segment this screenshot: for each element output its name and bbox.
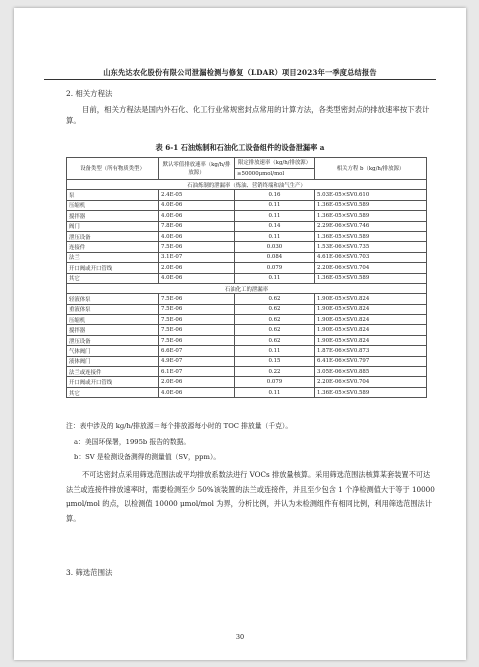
section-heading-2: 2. 相关方程法 xyxy=(66,89,113,98)
cell-default-rate: 2.4E-05 xyxy=(159,190,235,200)
cell-limited-rate: 0.62 xyxy=(235,294,315,304)
cell-default-rate: 2.0E-06 xyxy=(159,263,235,273)
cell-equipment-type: 其它 xyxy=(67,387,159,397)
header-rule xyxy=(44,79,436,80)
cell-equipment-type: 轻液体泵 xyxy=(67,294,159,304)
cell-limited-rate: 0.62 xyxy=(235,325,315,335)
cell-default-rate: 7.8E-06 xyxy=(159,221,235,231)
cell-correlation: 3.05E-06×SV0.885 xyxy=(315,367,427,377)
leak-rate-table xyxy=(66,157,427,398)
body-paragraph-2: 不可达密封点采用筛选范围法或平均排放系数法进行 VOCs 排放量核算。采用筛选范围法核算某套装置不可达法兰或连接件排放速率时，需要检测至少 50%该装置的法兰或连接件，并且至少包含 1 个净检测值大于等于 10000 μmol/mol 的点，以检测值 10000 μmol/mol 为界，分析比例，并认为未检测组件有相同比例，利用筛选范围法计算。 xyxy=(66,470,435,523)
page-header: 山东先达农化股份有限公司泄漏检测与修复（LDAR）项目2023年一季度总结报告 xyxy=(103,68,377,77)
cell-correlation: 2.20E-06×SV0.704 xyxy=(315,377,427,387)
cell-equipment-type: 泵 xyxy=(67,190,159,200)
cell-default-rate: 4.0E-06 xyxy=(159,200,235,210)
cell-equipment-type: 开口阀或开口管线 xyxy=(67,263,159,273)
cell-equipment-type: 其它 xyxy=(67,273,159,283)
cell-correlation: 1.90E-05×SV0.824 xyxy=(315,304,427,314)
table-row xyxy=(67,325,427,335)
cell-correlation: 1.90E-05×SV0.824 xyxy=(315,335,427,345)
cell-limited-rate: 0.62 xyxy=(235,315,315,325)
cell-default-rate: 4.0E-06 xyxy=(159,231,235,241)
cell-correlation: 1.90E-05×SV0.824 xyxy=(315,315,427,325)
cell-limited-rate: 0.030 xyxy=(235,242,315,252)
cell-default-rate: 6.6E-07 xyxy=(159,346,235,356)
cell-limited-rate: 0.079 xyxy=(235,263,315,273)
table-row xyxy=(67,221,427,231)
document-page xyxy=(14,8,466,660)
table-row xyxy=(67,387,427,397)
col-header-default: 默认零值排放速率（kg/h/排放源） xyxy=(159,158,235,180)
cell-default-rate: 4.9E-07 xyxy=(159,356,235,366)
cell-limited-rate: 0.11 xyxy=(235,346,315,356)
cell-correlation: 6.41E-06×SV0.797 xyxy=(315,356,427,366)
cell-limited-rate: 0.62 xyxy=(235,335,315,345)
cell-equipment-type: 气体阀门 xyxy=(67,346,159,356)
table-row xyxy=(67,252,427,262)
table-row xyxy=(67,294,427,304)
table-caption: 表 6-1 石油炼制和石油化工设备组件的设备泄漏率 a xyxy=(155,143,325,152)
cell-correlation: 1.87E-06×SV0.873 xyxy=(315,346,427,356)
cell-limited-rate: 0.084 xyxy=(235,252,315,262)
col-header-type: 设备类型（所有物质类型） xyxy=(67,158,159,180)
table-row xyxy=(67,335,427,345)
cell-default-rate: 7.5E-06 xyxy=(159,335,235,345)
cell-limited-rate: 0.11 xyxy=(235,273,315,283)
cell-limited-rate: 0.11 xyxy=(235,211,315,221)
cell-default-rate: 7.5E-06 xyxy=(159,304,235,314)
cell-correlation: 1.53E-06×SV0.735 xyxy=(315,242,427,252)
cell-limited-rate: 0.15 xyxy=(235,356,315,366)
cell-equipment-type: 搅拌器 xyxy=(67,325,159,335)
table-row xyxy=(67,263,427,273)
cell-default-rate: 6.1E-07 xyxy=(159,367,235,377)
cell-equipment-type: 泄压设备 xyxy=(67,335,159,345)
cell-equipment-type: 连接件 xyxy=(67,242,159,252)
table-row xyxy=(67,200,427,210)
table-row xyxy=(67,242,427,252)
table-row xyxy=(67,231,427,241)
table-row xyxy=(67,304,427,314)
table-row xyxy=(67,367,427,377)
cell-correlation: 1.36E-05×SV0.589 xyxy=(315,211,427,221)
cell-correlation: 1.36E-05×SV0.589 xyxy=(315,231,427,241)
table-row xyxy=(67,377,427,387)
cell-limited-rate: 0.22 xyxy=(235,367,315,377)
cell-correlation: 4.61E-06×SV0.703 xyxy=(315,252,427,262)
table-row xyxy=(67,315,427,325)
table-row xyxy=(67,190,427,200)
table-row xyxy=(67,273,427,283)
cell-correlation: 1.36E-05×SV0.589 xyxy=(315,387,427,397)
cell-limited-rate: 0.079 xyxy=(235,377,315,387)
cell-equipment-type: 法兰或连接件 xyxy=(67,367,159,377)
note-a: a：美国环保署，1995b 报告的数据。 xyxy=(74,438,191,446)
cell-limited-rate: 0.16 xyxy=(235,190,315,200)
cell-correlation: 1.90E-05×SV0.824 xyxy=(315,294,427,304)
cell-correlation: 1.36E-05×SV0.589 xyxy=(315,200,427,210)
page-number: 30 xyxy=(235,633,245,641)
table-row xyxy=(67,211,427,221)
cell-equipment-type: 阀门 xyxy=(67,221,159,231)
cell-default-rate: 2.0E-06 xyxy=(159,377,235,387)
cell-equipment-type: 重液体泵 xyxy=(67,304,159,314)
cell-limited-rate: 0.14 xyxy=(235,221,315,231)
table-row xyxy=(67,346,427,356)
cell-equipment-type: 开口阀或开口管线 xyxy=(67,377,159,387)
cell-equipment-type: 液体阀门 xyxy=(67,356,159,366)
cell-equipment-type: 搅拌器 xyxy=(67,211,159,221)
table-row xyxy=(67,356,427,366)
note-b: b：SV 是检测设备测得的测量值（SV，ppm）。 xyxy=(74,453,221,461)
cell-limited-rate: 0.11 xyxy=(235,387,315,397)
intro-paragraph: 目前，相关方程法是国内外石化、化工行业常规密封点常用的计算方法，各类型密封点的排放速率按下表计算。 xyxy=(66,105,430,125)
table-section-row xyxy=(67,180,427,190)
cell-default-rate: 4.0E-06 xyxy=(159,211,235,221)
cell-correlation: 5.03E-05×SV0.610 xyxy=(315,190,427,200)
col-header-limited-cond: ≥50000μmol/mol xyxy=(235,169,315,180)
table-section-row xyxy=(67,283,427,293)
cell-limited-rate: 0.11 xyxy=(235,200,315,210)
col-header-correlation: 相关方程 b（kg/h/排放源） xyxy=(315,158,427,180)
cell-equipment-type: 压缩机 xyxy=(67,200,159,210)
col-header-limited: 限定排放速率（kg/h/排放源） xyxy=(235,158,315,169)
cell-correlation: 2.20E-06×SV0.704 xyxy=(315,263,427,273)
cell-default-rate: 4.0E-06 xyxy=(159,387,235,397)
section-heading-3: 3. 筛选范围法 xyxy=(66,568,113,577)
cell-default-rate: 4.0E-06 xyxy=(159,273,235,283)
cell-limited-rate: 0.62 xyxy=(235,304,315,314)
cell-limited-rate: 0.11 xyxy=(235,231,315,241)
cell-default-rate: 7.5E-06 xyxy=(159,315,235,325)
cell-correlation: 1.36E-05×SV0.589 xyxy=(315,273,427,283)
cell-correlation: 1.90E-05×SV0.824 xyxy=(315,325,427,335)
cell-correlation: 2.29E-06×SV0.746 xyxy=(315,221,427,231)
cell-default-rate: 7.5E-06 xyxy=(159,242,235,252)
section-title: 石油炼制的泄漏率（炼油、营销终端和油气生产） xyxy=(67,180,427,190)
table-note: 注：表中涉及的 kg/h/排放源＝每个排放源每小时的 TOC 排放量（千克）。 xyxy=(66,422,293,430)
cell-equipment-type: 法兰 xyxy=(67,252,159,262)
cell-default-rate: 7.5E-06 xyxy=(159,325,235,335)
cell-default-rate: 3.1E-07 xyxy=(159,252,235,262)
section-title: 石油化工的泄漏率 xyxy=(67,283,427,293)
cell-default-rate: 7.5E-06 xyxy=(159,294,235,304)
cell-equipment-type: 压缩机 xyxy=(67,315,159,325)
cell-equipment-type: 泄压设备 xyxy=(67,231,159,241)
